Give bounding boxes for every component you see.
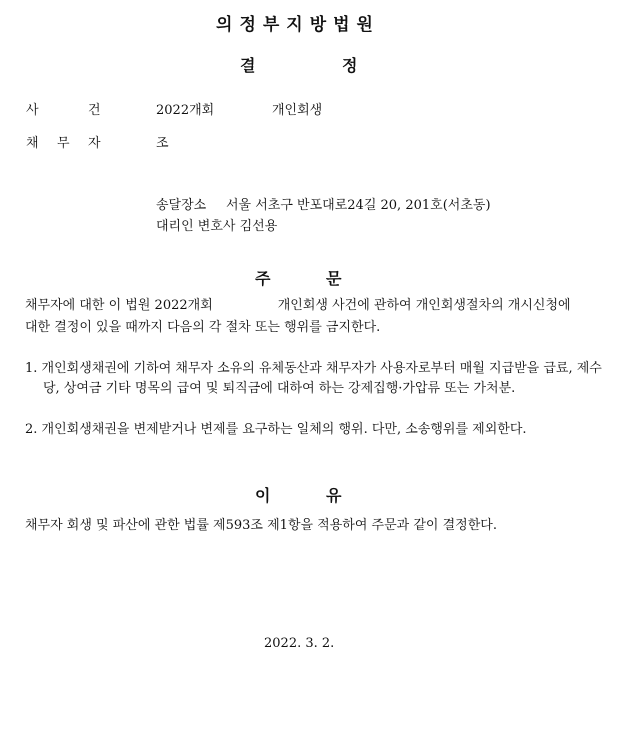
case-number: 2022개회 (156, 103, 215, 118)
doc-type-left: 결 (240, 56, 256, 75)
delivery-address: 서울 서초구 반포대로24길 20, 201호(서초동) (226, 198, 491, 213)
debtor-label-2: 무 (57, 136, 70, 151)
order-item-1: 1. 개인회생채권에 기하여 채무자 소유의 유체동산과 채무자가 사용자로부터 매월 지급받을 급료, 제수당, 상여금 기타 명목의 급여 및 퇴직금에 대하여 하는 강제집행·가압류 또는 가처분. (25, 361, 602, 396)
debtor-label-1: 채 (26, 136, 39, 151)
reason-heading-left: 이 (255, 486, 271, 505)
order-intro: 채무자에 대한 이 법원 2022개회 개인회생 사건에 관하여 개인회생절차의 개시신청에 대한 결정이 있을 때까지 다음의 각 절차 또는 행위를 금지한다. (25, 298, 571, 335)
court-name: 의정부지방법원 (216, 15, 380, 35)
reason-heading-right: 유 (326, 486, 342, 505)
debtor-label-3: 자 (88, 136, 101, 151)
order-item-2: 2. 개인회생채권을 변제받거나 변제를 요구하는 일체의 행위. 다만, 소송행위를 제외한다. (25, 422, 527, 437)
delivery-label: 송달장소 (156, 198, 207, 213)
delivery-agent: 대리인 변호사 김선용 (156, 219, 278, 234)
case-label-2: 건 (88, 103, 101, 118)
order-heading-left: 주 (255, 269, 271, 288)
order-heading-right: 문 (326, 269, 342, 288)
case-label-1: 사 (26, 103, 39, 118)
reason-text: 채무자 회생 및 파산에 관한 법률 제593조 제1항을 적용하여 주문과 같이 결정한다. (25, 518, 497, 533)
case-name: 개인회생 (272, 103, 323, 118)
debtor-name: 조 (156, 136, 169, 151)
doc-type-right: 정 (342, 56, 358, 75)
decision-date: 2022. 3. 2. (264, 636, 335, 651)
